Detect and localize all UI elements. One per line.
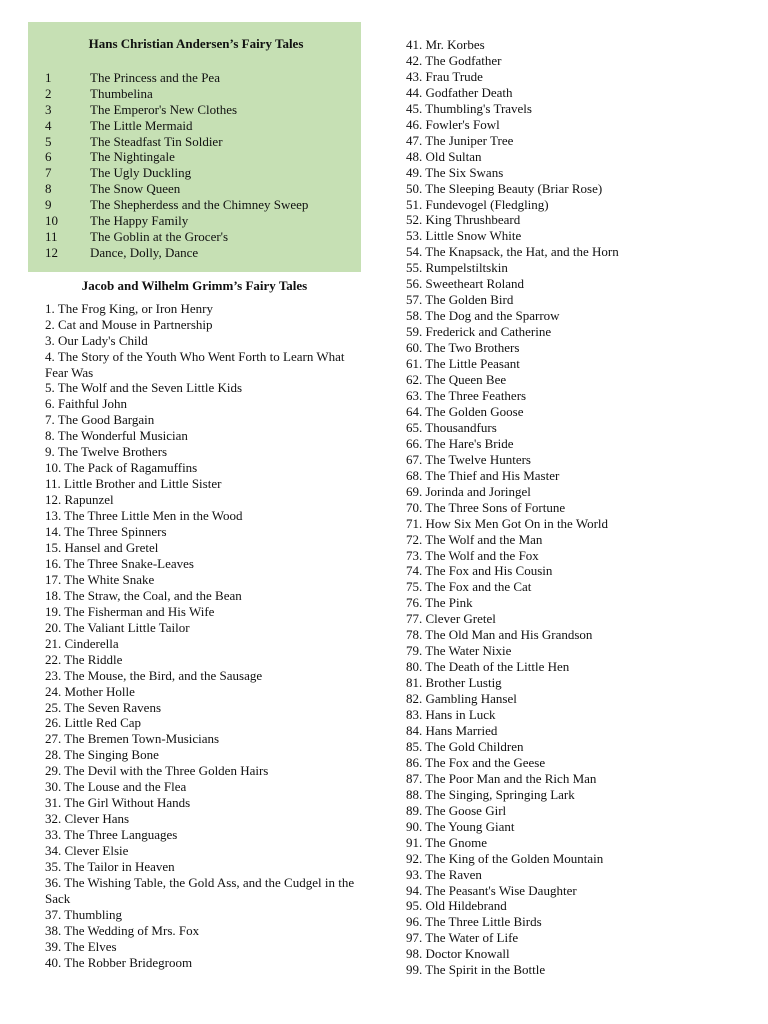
andersen-row	[45, 245, 347, 261]
andersen-tale-title: The Princess and the Pea	[90, 70, 220, 85]
grimm-tale-item: 87. The Poor Man and the Rich Man	[406, 770, 597, 786]
andersen-tale-title: The Ugly Duckling	[90, 165, 192, 181]
andersen-tale-title: The Happy Family	[90, 213, 189, 229]
grimm-tale-item: 58. The Dog and the Sparrow	[406, 308, 560, 324]
grimm-tale-item: 41. Mr. Korbes	[406, 37, 485, 52]
andersen-row	[45, 149, 347, 165]
andersen-tale-title: The Shepherdess and the Chimney Sweep	[90, 197, 309, 213]
grimm-tale-item: 8. The Wonderful Musician	[45, 428, 188, 444]
grimm-tale-item: 43. Frau Trude	[406, 68, 483, 84]
grimm-tale-item: 9. The Twelve Brothers	[45, 444, 168, 460]
grimm-tale-item: 99. The Spirit in the Bottle	[406, 962, 546, 978]
grimm-tale-item: 89. The Goose Girl	[406, 802, 507, 818]
andersen-number: 1	[45, 70, 52, 85]
andersen-box	[28, 22, 361, 272]
grimm-tale-item: 98. Doctor Knowall	[406, 946, 510, 962]
andersen-tale-title: The Snow Queen	[90, 181, 181, 197]
grimm-tale-item: 29. The Devil with the Three Golden Hairs	[45, 763, 269, 779]
grimm-tale-item: 47. The Juniper Tree	[406, 132, 514, 148]
andersen-tale-title: Thumbelina	[90, 85, 153, 101]
grimm-tale-item: 94. The Peasant's Wise Daughter	[406, 882, 577, 898]
grimm-tale-item: 49. The Six Swans	[406, 164, 504, 180]
grimm-tale-item: 92. The King of the Golden Mountain	[406, 850, 604, 866]
grimm-tale-item: 28. The Singing Bone	[45, 747, 159, 763]
grimm-tale-item: 84. Hans Married	[406, 722, 498, 738]
grimm-tale-item: 19. The Fisherman and His Wife	[45, 603, 215, 619]
andersen-number: 7	[45, 165, 52, 181]
grimm-tale-item: 52. King Thrushbeard	[406, 212, 521, 228]
grimm-tale-item: 48. Old Sultan	[406, 148, 482, 164]
andersen-row	[45, 213, 347, 229]
grimm-tale-item: 22. The Riddle	[45, 651, 123, 667]
grimm-list-left	[28, 301, 361, 971]
grimm-tale-item: 51. Fundevogel (Fledgling)	[406, 196, 549, 212]
grimm-tale-item: 56. Sweetheart Roland	[406, 276, 525, 292]
grimm-tale-item: 27. The Bremen Town-Musicians	[45, 731, 220, 747]
andersen-row	[45, 118, 347, 134]
grimm-tale-item: 17. The White Snake	[45, 571, 155, 587]
grimm-list-right	[406, 37, 756, 978]
grimm-tale-item: 23. The Mouse, the Bird, and the Sausage	[45, 667, 263, 683]
grimm-tale-item: 53. Little Snow White	[406, 228, 522, 244]
grimm-tale-item: 13. The Three Little Men in the Wood	[45, 508, 243, 524]
grimm-tale-item: 38. The Wedding of Mrs. Fox	[45, 922, 200, 938]
grimm-tale-item: 11. Little Brother and Little Sister	[45, 476, 222, 492]
andersen-tale-title: The Steadfast Tin Soldier	[90, 133, 223, 149]
andersen-row	[45, 134, 347, 150]
andersen-tale-title: The Nightingale	[90, 149, 175, 165]
grimm-tale-item: 32. Clever Hans	[45, 811, 130, 827]
grimm-tale-item: 44. Godfather Death	[406, 84, 513, 100]
grimm-tale-item: 93. The Raven	[406, 866, 482, 882]
grimm-tale-item: 72. The Wolf and the Man	[406, 531, 543, 547]
grimm-tale-item: 40. The Robber Bridegroom	[45, 954, 193, 970]
grimm-tale-item: 70. The Three Sons of Fortune	[406, 499, 566, 515]
andersen-row	[45, 86, 347, 102]
grimm-tale-item: 76. The Pink	[406, 595, 473, 611]
grimm-tale-item: 75. The Fox and the Cat	[406, 579, 532, 595]
grimm-tale-item: 96. The Three Little Birds	[406, 914, 542, 930]
grimm-tale-item: 91. The Gnome	[406, 834, 487, 850]
andersen-tale-title: The Little Mermaid	[90, 117, 193, 133]
andersen-number: 11	[45, 228, 58, 244]
grimm-tale-item: 21. Cinderella	[45, 635, 119, 651]
grimm-tale-item: 25. The Seven Ravens	[45, 699, 162, 715]
grimm-tale-item: 61. The Little Peasant	[406, 356, 520, 372]
grimm-tale-item: 36. The Wishing Table, the Gold Ass, and the Cudgel in the Sack	[45, 875, 355, 906]
grimm-tale-item: 57. The Golden Bird	[406, 292, 514, 308]
grimm-tale-item: 33. The Three Languages	[45, 827, 178, 843]
andersen-row	[45, 229, 347, 245]
grimm-tale-item: 68. The Thief and His Master	[406, 467, 560, 483]
andersen-number: 10	[45, 213, 58, 229]
grimm-tale-item: 24. Mother Holle	[45, 683, 135, 699]
grimm-tale-item: 59. Frederick and Catherine	[406, 324, 552, 340]
grimm-tale-item: 26. Little Red Cap	[45, 715, 142, 731]
grimm-tale-item: 37. Thumbling	[45, 906, 123, 922]
andersen-number: 6	[45, 149, 52, 165]
grimm-tale-item: 54. The Knapsack, the Hat, and the Horn	[406, 244, 619, 260]
grimm-tale-item: 73. The Wolf and the Fox	[406, 547, 539, 563]
grimm-tale-item: 45. Thumbling's Travels	[406, 100, 532, 116]
andersen-tale-title: The Goblin at the Grocer's	[90, 228, 229, 244]
grimm-tale-item: 62. The Queen Bee	[406, 372, 507, 388]
andersen-title: Hans Christian Andersen’s Fairy Tales	[88, 36, 304, 51]
grimm-tale-item: 18. The Straw, the Coal, and the Bean	[45, 587, 242, 603]
grimm-tale-item: 80. The Death of the Little Hen	[406, 659, 570, 675]
grimm-tale-item: 74. The Fox and His Cousin	[406, 563, 553, 579]
grimm-tale-item: 30. The Louse and the Flea	[45, 779, 187, 795]
grimm-title: Jacob and Wilhelm Grimm’s Fairy Tales	[81, 277, 308, 293]
andersen-row	[45, 70, 347, 86]
andersen-number: 5	[45, 133, 52, 149]
grimm-tale-item: 31. The Girl Without Hands	[45, 795, 191, 811]
grimm-tale-item: 60. The Two Brothers	[406, 340, 520, 356]
grimm-tale-item: 4. The Story of the Youth Who Went Forth to Learn What Fear Was	[45, 348, 345, 380]
andersen-number: 4	[45, 117, 52, 133]
grimm-tale-item: 35. The Tailor in Heaven	[45, 859, 175, 875]
grimm-tale-item: 7. The Good Bargain	[45, 412, 155, 428]
andersen-number: 3	[45, 101, 52, 117]
andersen-row	[45, 102, 347, 118]
grimm-tale-item: 3. Our Lady's Child	[45, 332, 148, 348]
grimm-tale-item: 90. The Young Giant	[406, 818, 515, 834]
grimm-tale-item: 42. The Godfather	[406, 52, 502, 68]
grimm-tale-item: 5. The Wolf and the Seven Little Kids	[45, 380, 243, 396]
grimm-tale-item: 12. Rapunzel	[45, 492, 114, 508]
grimm-tale-item: 1. The Frog King, or Iron Henry	[45, 300, 214, 316]
grimm-tale-item: 2. Cat and Mouse in Partnership	[45, 316, 213, 332]
grimm-tale-item: 86. The Fox and the Geese	[406, 754, 546, 770]
grimm-tale-item: 71. How Six Men Got On in the World	[406, 515, 609, 531]
grimm-tale-item: 79. The Water Nixie	[406, 643, 512, 659]
andersen-tale-title: Dance, Dolly, Dance	[90, 244, 199, 260]
left-column	[28, 22, 361, 971]
andersen-row	[45, 181, 347, 197]
grimm-tale-item: 65. Thousandfurs	[406, 419, 497, 435]
andersen-number: 12	[45, 244, 58, 260]
grimm-tale-item: 46. Fowler's Fowl	[406, 116, 500, 132]
grimm-tale-item: 95. Old Hildebrand	[406, 898, 507, 914]
grimm-tale-item: 55. Rumpelstiltskin	[406, 260, 508, 276]
right-column	[406, 37, 756, 978]
grimm-tale-item: 97. The Water of Life	[406, 930, 519, 946]
grimm-tale-item: 82. Gambling Hansel	[406, 691, 517, 707]
grimm-tale-item: 66. The Hare's Bride	[406, 435, 514, 451]
grimm-tale-item: 34. Clever Elsie	[45, 843, 129, 859]
andersen-row	[45, 165, 347, 181]
grimm-tale-item: 6. Faithful John	[45, 396, 127, 412]
andersen-list	[45, 70, 347, 261]
grimm-tale-item: 63. The Three Feathers	[406, 387, 527, 403]
grimm-tale-item: 64. The Golden Goose	[406, 403, 524, 419]
andersen-row	[45, 197, 347, 213]
grimm-tale-item: 14. The Three Spinners	[45, 524, 167, 540]
grimm-tale-item: 16. The Three Snake-Leaves	[45, 555, 194, 571]
grimm-tale-item: 67. The Twelve Hunters	[406, 451, 531, 467]
grimm-tale-item: 83. Hans in Luck	[406, 707, 496, 723]
grimm-tale-item: 78. The Old Man and His Grandson	[406, 627, 593, 643]
grimm-tale-item: 39. The Elves	[45, 938, 117, 954]
grimm-tale-item: 88. The Singing, Springing Lark	[406, 786, 575, 802]
grimm-tale-item: 77. Clever Gretel	[406, 611, 496, 627]
grimm-tale-item: 69. Jorinda and Joringel	[406, 483, 531, 499]
andersen-number: 8	[45, 181, 52, 197]
andersen-tale-title: The Emperor's New Clothes	[90, 101, 238, 117]
grimm-tale-item: 81. Brother Lustig	[406, 675, 502, 691]
grimm-tale-item: 10. The Pack of Ragamuffins	[45, 460, 198, 476]
grimm-tale-item: 50. The Sleeping Beauty (Briar Rose)	[406, 180, 603, 196]
andersen-number: 2	[45, 85, 52, 101]
andersen-number: 9	[45, 197, 52, 213]
grimm-tale-item: 20. The Valiant Little Tailor	[45, 619, 190, 635]
grimm-tale-item: 85. The Gold Children	[406, 738, 524, 754]
grimm-tale-item: 15. Hansel and Gretel	[45, 539, 159, 555]
